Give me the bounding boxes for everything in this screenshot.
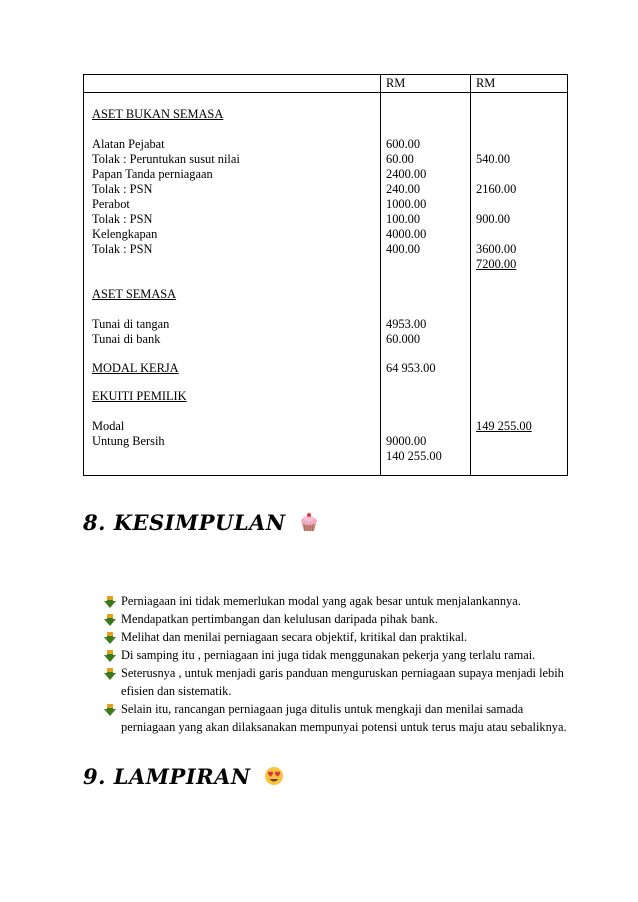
appendix-title: 9. LAMPIRAN [83, 764, 251, 789]
header-divider [84, 92, 567, 93]
row-value: 60.00 [386, 152, 414, 166]
list-item-text: Di samping itu , perniagaan ini juga tidak menggunakan pekerja yang terlalu ramai. [121, 648, 536, 662]
section-current-assets: ASET SEMASA [92, 287, 177, 301]
section-non-current-assets: ASET BUKAN SEMASA [92, 107, 224, 121]
row-label: Tunai di bank [92, 332, 161, 346]
row-net-value: 3600.00 [476, 242, 517, 256]
conclusion-title: 8. KESIMPULAN [83, 510, 286, 535]
row-value: 1000.00 [386, 197, 427, 211]
row-label: Untung Bersih [92, 434, 165, 448]
non-current-total: 7200.00 [476, 257, 517, 271]
conclusion-list [104, 592, 574, 736]
working-capital-value: 64 953.00 [386, 361, 436, 375]
row-label: Tolak : PSN [92, 182, 153, 196]
row-net-value: 540.00 [476, 152, 511, 166]
row-label: Tolak : PSN [92, 212, 153, 226]
list-item-text: Mendapatkan pertimbangan dan kelulusan daripada pihak bank. [121, 612, 438, 626]
list-item-text: Perniagaan ini tidak memerlukan modal yang agak besar untuk menjalankannya. [121, 594, 521, 608]
appendix-heading [83, 764, 284, 791]
row-label: Tolak : Peruntukan susut nilai [92, 152, 240, 166]
list-item [104, 628, 574, 646]
arrow-bullet-icon [104, 631, 116, 643]
list-item [104, 610, 574, 628]
row-net-value: 2160.00 [476, 182, 517, 196]
row-value: 100.00 [386, 212, 421, 226]
row-label: Tolak : PSN [92, 242, 153, 256]
row-value: 140 255.00 [386, 449, 442, 463]
row-value: 2400.00 [386, 167, 427, 181]
row-value: 4000.00 [386, 227, 427, 241]
row-value: 600.00 [386, 137, 421, 151]
list-item-text: Melihat dan menilai perniagaan secara objektif, kritikal dan praktikal. [121, 630, 468, 644]
conclusion-heading [83, 510, 319, 537]
arrow-bullet-icon [104, 667, 116, 679]
row-label: Papan Tanda perniagaan [92, 167, 213, 181]
row-value: 240.00 [386, 182, 421, 196]
header-rm-1: RM [386, 76, 406, 90]
capital-total: 149 255.00 [476, 419, 532, 433]
row-value: 60.000 [386, 332, 421, 346]
column-divider [380, 75, 381, 475]
row-label: Modal [92, 419, 125, 433]
list-item-text: Selain itu, rancangan perniagaan juga ditulis untuk mengkaji dan menilai samada perniagaan yang akan dilaksanakan mempunyai potensi untuk terus maju atau sebaliknya. [121, 702, 567, 734]
working-capital-label: MODAL KERJA [92, 361, 179, 375]
list-item [104, 592, 574, 610]
list-item [104, 700, 574, 736]
row-label: Kelengkapan [92, 227, 158, 241]
arrow-bullet-icon [104, 703, 116, 715]
header-rm-2: RM [476, 76, 496, 90]
list-item-text: Seterusnya , untuk menjadi garis panduan menguruskan perniagaan supaya menjadi lebih efisien dan sistematik. [121, 666, 564, 698]
row-label: Perabot [92, 197, 130, 211]
arrow-bullet-icon [104, 613, 116, 625]
row-label: Alatan Pejabat [92, 137, 165, 151]
balance-sheet-table [83, 74, 568, 476]
list-item [104, 646, 574, 664]
list-item [104, 664, 574, 700]
owner-equity-label: EKUITI PEMILIK [92, 389, 187, 403]
row-label: Tunai di tangan [92, 317, 170, 331]
row-net-value: 900.00 [476, 212, 511, 226]
row-value: 400.00 [386, 242, 421, 256]
cupcake-icon [299, 512, 319, 537]
column-divider [470, 75, 471, 475]
arrow-bullet-icon [104, 649, 116, 661]
arrow-bullet-icon [104, 595, 116, 607]
heart-eyes-emoji-icon [264, 766, 284, 791]
row-value: 9000.00 [386, 434, 427, 448]
row-value: 4953.00 [386, 317, 427, 331]
